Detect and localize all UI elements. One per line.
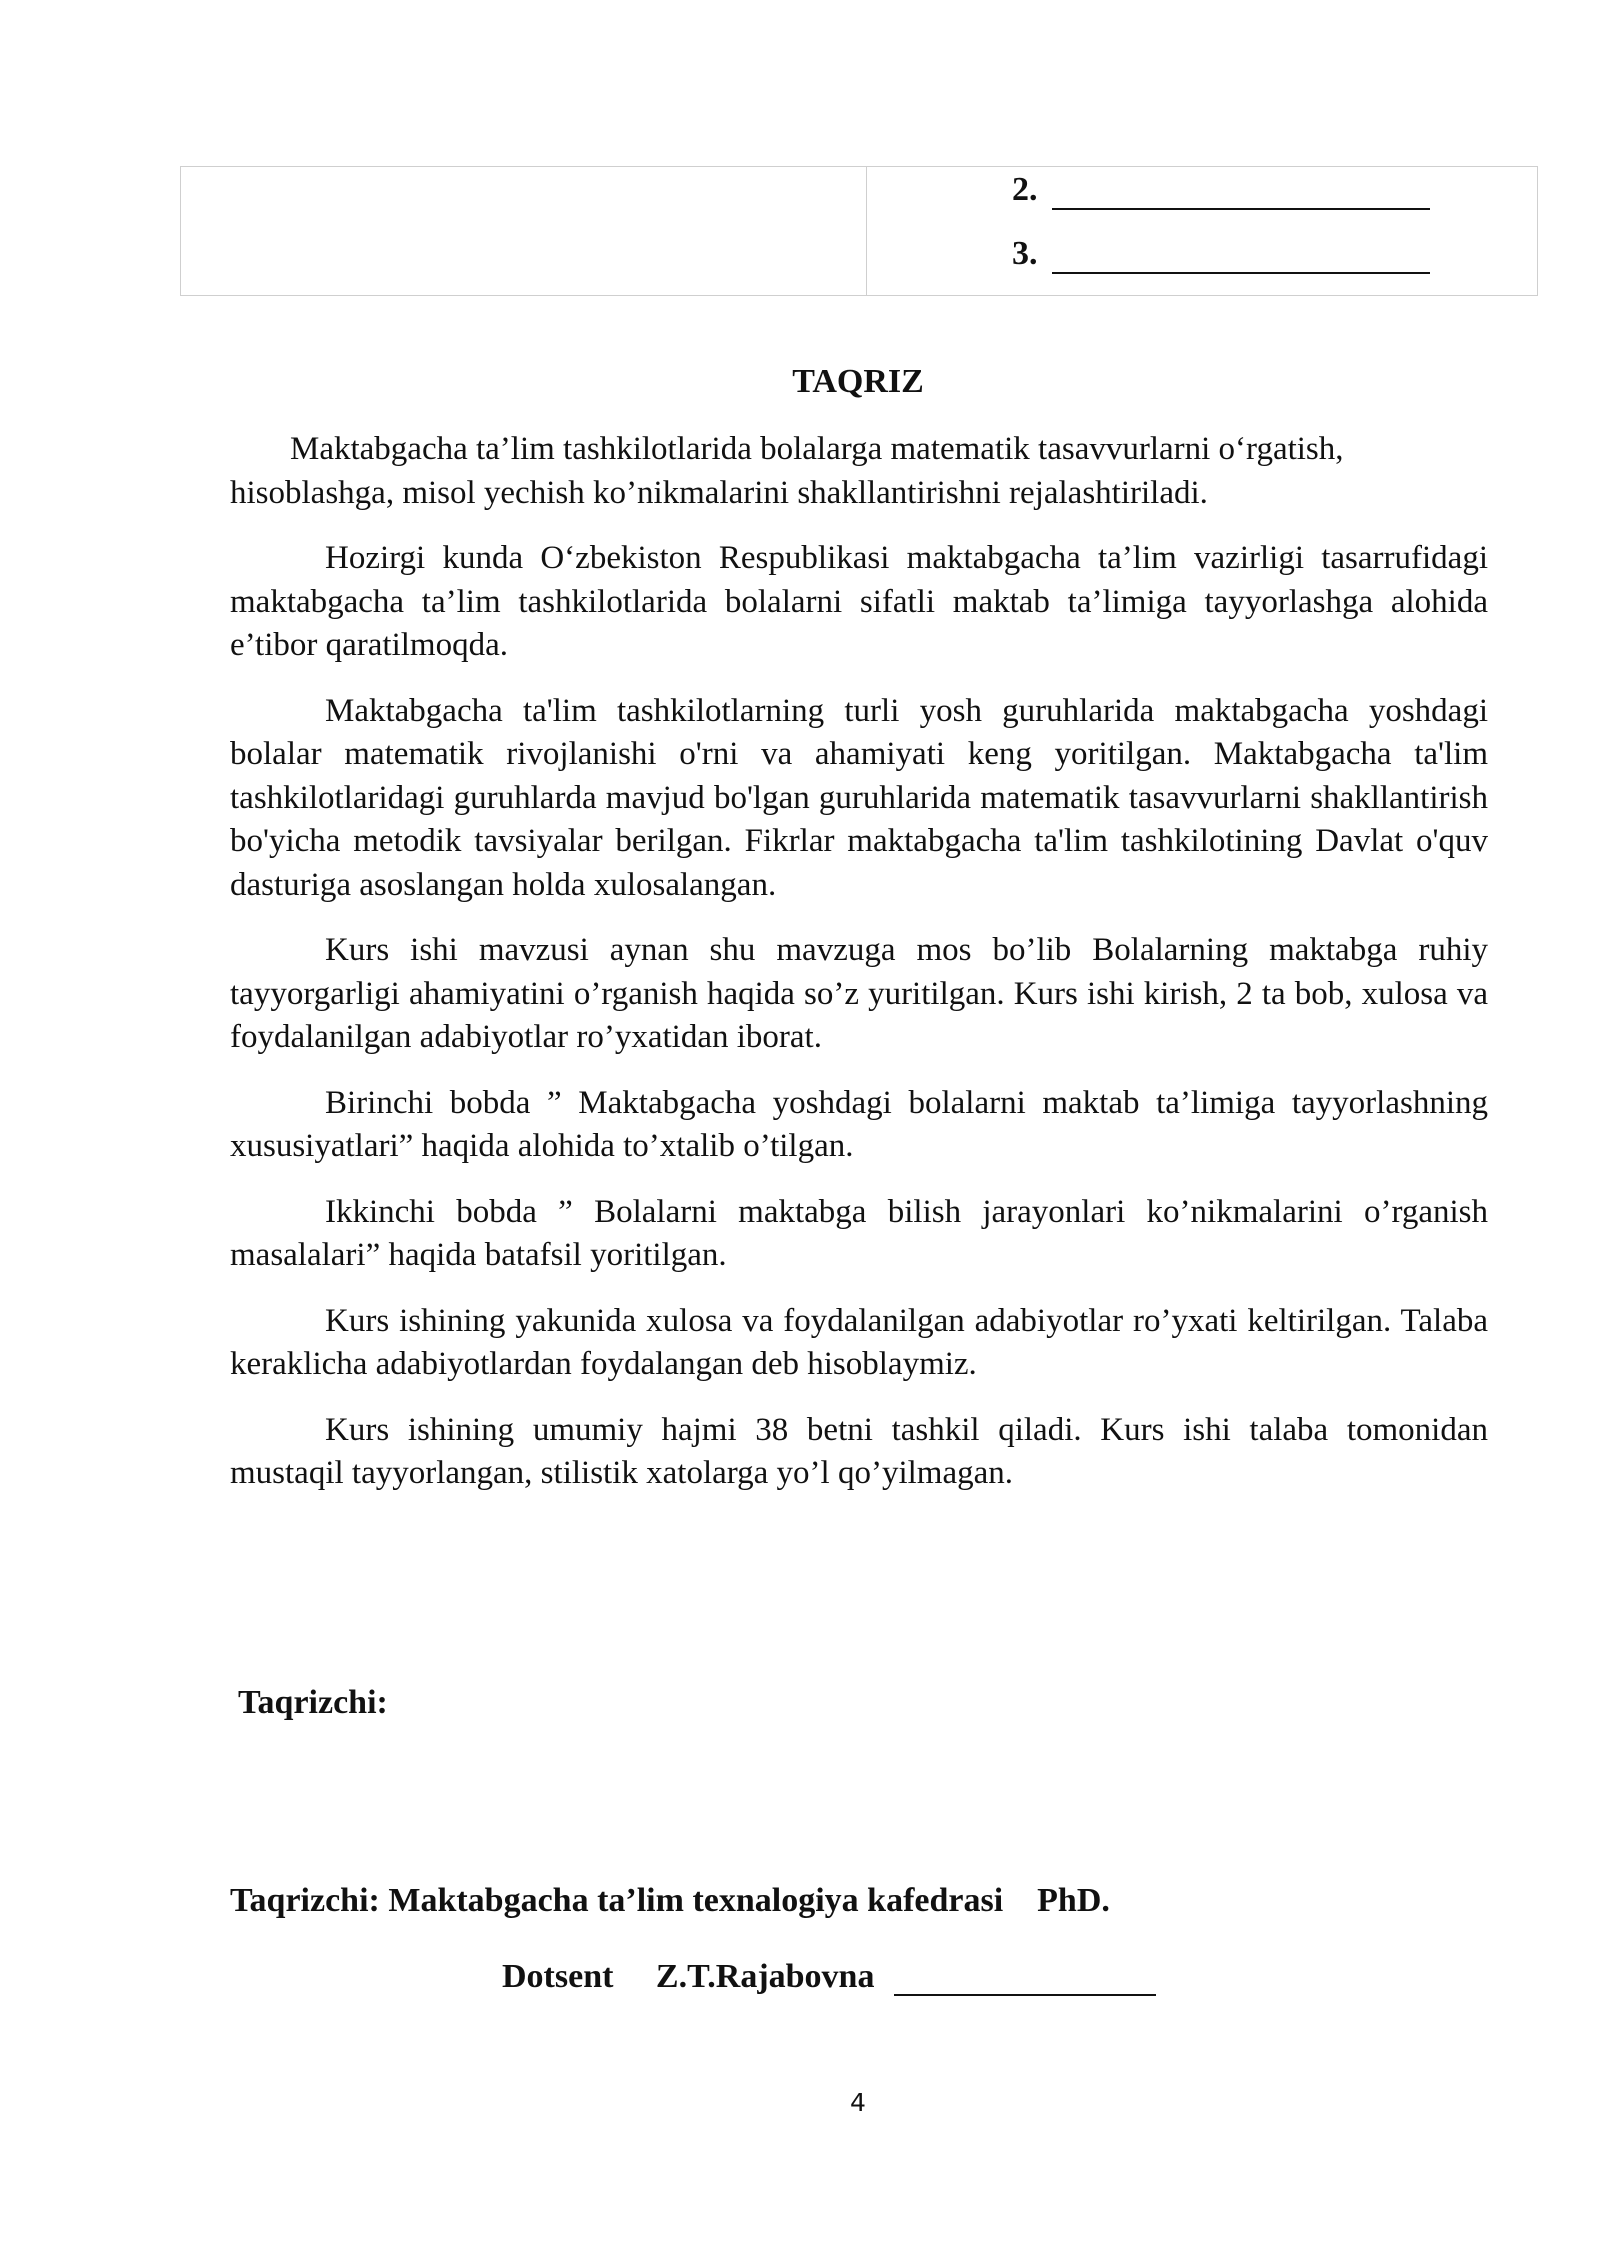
paragraph: Ikkinchi bobda ” Bolalarni maktabga bilish jarayonlari ko’nikmalarini o’rganish masalalari” haqida batafsil yoritilgan. <box>230 1193 1488 1273</box>
signature-blank <box>894 1962 1156 1996</box>
paragraph: Kurs ishining yakunida xulosa va foydalanilgan adabiyotlar ro’yxati keltirilgan. Talaba keraklicha adabiyotlardan foydalangan deb hisoblaymiz. <box>230 1302 1488 1382</box>
reviewer-signature-line <box>502 1958 1156 1996</box>
document-title: TAQRIZ <box>792 363 924 400</box>
reviewer-name: Dotsent Z.T.Rajabovna <box>502 1958 875 1995</box>
signature-line-number: 3. <box>1012 235 1038 272</box>
page-number: 4 <box>850 2088 866 2117</box>
signature-line-number: 2. <box>1012 171 1038 208</box>
paragraph: Birinchi bobda ” Maktabgacha yoshdagi bolalarni maktab ta’limiga tayyorlashning xususiyatlari” haqida alohida to’xtalib o’tilgan. <box>230 1084 1488 1164</box>
signature-blank <box>1052 240 1430 274</box>
table-column-divider <box>866 167 867 295</box>
review-body <box>230 428 1488 1518</box>
paragraph: Kurs ishining umumiy hajmi 38 betni tashkil qiladi. Kurs ishi talaba tomonidan mustaqil tayyorlangan, stilistik xatolarga yo’l qo’yilmagan. <box>230 1411 1488 1491</box>
paragraph: Kurs ishi mavzusi aynan shu mavzuga mos bo’lib Bolalarning maktabga ruhiy tayyorgarligi ahamiyatini o’rganish haqida so’z yuritilgan. Kurs ishi kirish, 2 ta bob, xulosa va foydalanilgan adabiyotlar ro’yxatidan iborat. <box>230 932 1488 1055</box>
reviewer-affiliation: Taqrizchi: Maktabgacha ta’lim texnalogiya kafedrasi PhD. <box>230 1882 1110 1919</box>
signature-line-2 <box>1012 170 1430 210</box>
reviewer-label: Taqrizchi: <box>238 1684 388 1721</box>
paragraph: Maktabgacha ta'lim tashkilotlarning turli yosh guruhlarida maktabgacha yoshdagi bolalar matematik rivojlanishi o'rni va ahamiyati keng yoritilgan. Maktabgacha ta'lim tashkilotlaridagi guruhlarda mavjud bo'lgan guruhlarida matematik tasavvurlarni shakllantirish bo'yicha metodik tavsiyalar berilgan. Fikrlar maktabgacha ta'lim tashkilotining Davlat o'quv dasturiga asoslangan holda xulosalangan. <box>230 692 1488 903</box>
paragraph: Maktabgacha ta’lim tashkilotlarida bolalarga matematik tasavvurlarni o‘rgatish, hisoblashga, misol yechish ko’nikmalarini shakllantirishni rejalashtiriladi. <box>230 431 1344 511</box>
signature-line-3 <box>1012 234 1430 274</box>
paragraph: Hozirgi kunda O‘zbekiston Respublikasi maktabgacha ta’lim vazirligi tasarrufidagi maktabgacha ta’lim tashkilotlarida bolalarni sifatli maktab ta’limiga tayyorlashga alohida e’tibor qaratilmoqda. <box>230 540 1488 663</box>
signature-blank <box>1052 176 1430 210</box>
